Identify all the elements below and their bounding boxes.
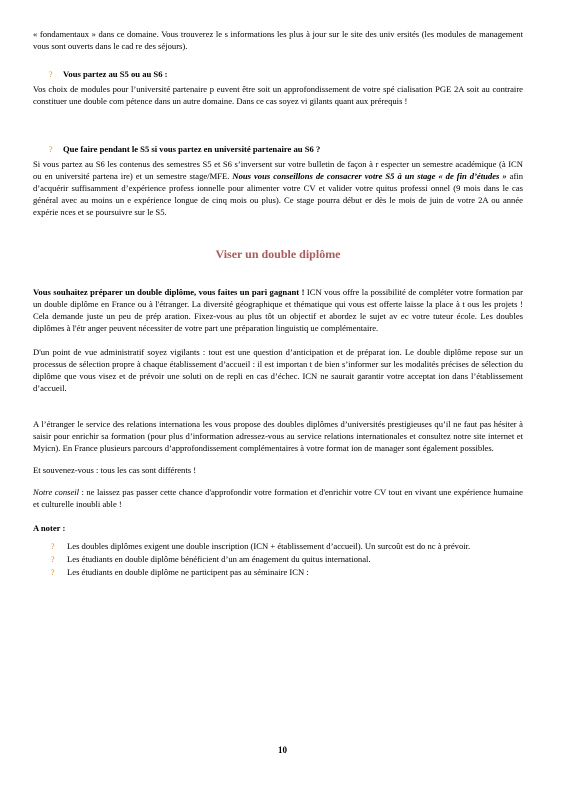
administrative-paragraph: D'un point de vue administratif soyez vigilants : tout est une question d’anticipation et de préparat ion. Le double diplôme repose sur un processus de sélection propre à chaque établissement d’accueil : il est importan t de bien s’informer sur les modalités précises de sélection du diplôme que vous visez et de prévoir une soluti on de repli en cas d’échec. ICN ne saurait garantir votre acceptat ion dans l’établissement d’accueil. xyxy=(33,347,523,393)
question-bullet-icon: ? xyxy=(49,145,53,154)
note-bullet-icon: ? xyxy=(51,555,55,564)
question-bullet-icon: ? xyxy=(49,70,53,79)
notes-list xyxy=(33,540,523,579)
notes-title: A noter : xyxy=(33,523,66,533)
note-text: Les doubles diplômes exigent une double inscription (ICN + établissement d’accueil). Un surcoût est do nc à prévoir. xyxy=(67,541,471,551)
note-text: Les étudiants en double diplôme ne participent pas au séminaire ICN : xyxy=(67,567,309,577)
page-number: 10 xyxy=(278,745,287,755)
double-diploma-intro xyxy=(33,286,523,334)
question-title: Que faire pendant le S5 si vous partez en université partenaire au S6 ? xyxy=(63,144,321,154)
intro-paragraph: « fondamentaux » dans ce domaine. Vous trouverez le s informations les plus à jour sur le site des univ ersités (les modules de management vous sont ouverts dans le cad re des séjours). xyxy=(33,29,523,51)
paragraph-lead: Vous souhaitez préparer un double diplôme, vous faites un pari gagnant ! xyxy=(33,287,305,297)
question-s5-s6 xyxy=(33,68,523,107)
advice-text: : ne laissez pas passer cette chance d'approfondir votre formation et d'enrichir votre CV tout en vivant une expérience humaine et culturelle inoubli able ! xyxy=(33,487,523,509)
list-item xyxy=(51,566,523,579)
advice-paragraph xyxy=(33,486,523,510)
notes-section xyxy=(33,522,523,579)
note-text: Les étudiants en double diplôme bénéficient d’un am énagement du quitus international. xyxy=(67,554,371,564)
note-bullet-icon: ? xyxy=(51,542,55,551)
question-title: Vous partez au S5 ou au S6 : xyxy=(63,69,168,79)
question-heading xyxy=(33,143,523,156)
advice-lead: Notre conseil xyxy=(33,487,80,497)
answer-text: afin d’acquérir suffisamment d’expérience profess ionnelle pour alimenter votre CV et valider votre quitus professi onnel (9 mois dans le cas général avec au moins un e expérience longue de cinq mois ou plus). Ce stage pourra début er dès le mois de juin de votre 2A ou année expérie nces et se poursuivre sur le S5. xyxy=(33,171,523,217)
question-s5-partner xyxy=(33,143,523,218)
section-title: Viser un double diplôme xyxy=(215,247,341,261)
answer-text: Si vous partez au S6 les contenus des semestres S5 et S6 s’inversent sur votre bulletin de façon à r especter un semestre académique (à ICN ou en université partena ire) et un semestre stage/MFE. xyxy=(33,159,523,181)
question-answer: Vos choix de modules pour l’université partenaire p euvent être soit un approfondissement de votre spé cialisation PGE 2A soit au contraire constituer une double com pétence dans un autre domaine. Dans ce cas soyez vi gilants quant aux prérequis ! xyxy=(33,84,523,106)
international-paragraph: A l’étranger le service des relations internationa les vous propose des doubles diplômes d’universités prestigieuses qu’il ne faut pas hésiter à saisir pour enrichir sa formation (pour plus d’information adressez-vous au service relations internationales et consultez notre site internet et Myicn). En France plusieurs parcours d’approfondissement complémentaires à votre format ion de manager sont également possibles. xyxy=(33,419,523,453)
reminder-paragraph: Et souvenez-vous : tous les cas sont différents ! xyxy=(33,465,197,475)
note-bullet-icon: ? xyxy=(51,568,55,577)
paragraph-text: ICN vous offre la possibilité de compléter votre formation par un double diplôme en France ou à l'étranger. La diversité géographique et thématique qui vous est offerte laisse la place à t ous les projets ! Cela demande juste un peu de prép aration. Fixez-vous au plus tôt un objectif et abordez le sujet av ec votre tuteur école. Les doubles diplômes à l'étr anger peuvent nécessiter de votre part une préparation linguistiq ue complémentaire. xyxy=(33,287,523,333)
list-item xyxy=(51,553,523,566)
question-heading xyxy=(33,68,523,81)
answer-emphasis: Nous vous conseillons de consacrer votre S5 à un stage « de fin d’études » xyxy=(232,171,507,181)
document-page xyxy=(33,28,523,579)
question-answer xyxy=(33,158,523,218)
list-item xyxy=(51,540,523,553)
